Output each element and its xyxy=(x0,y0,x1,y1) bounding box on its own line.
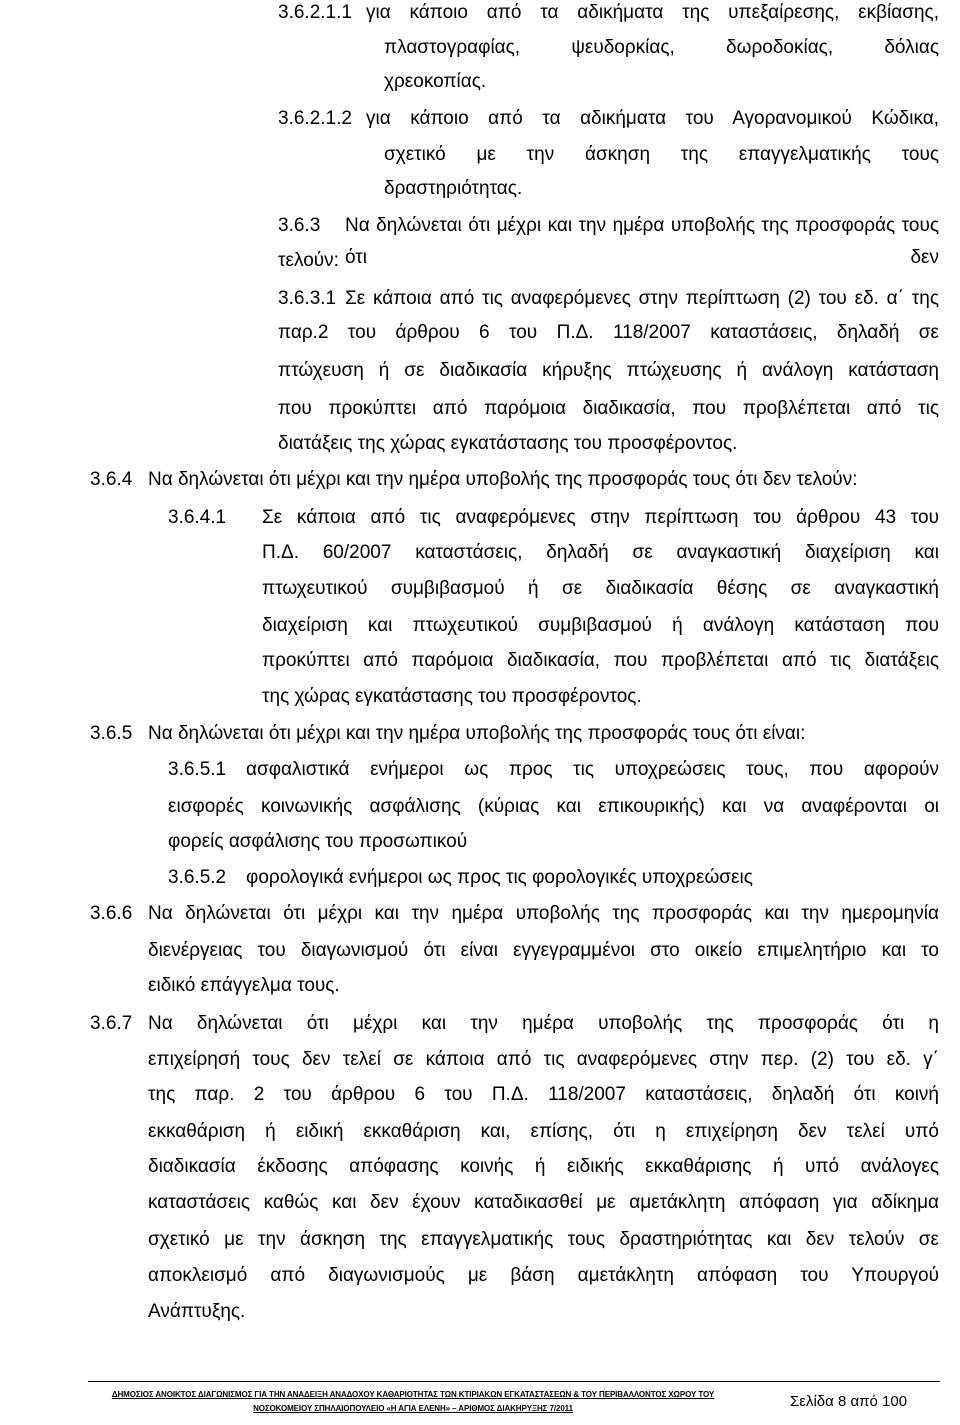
paragraph-3-6-2-1-1-line: για κάποιο από τα αδικήματα της υπεξαίρεσης, εκβίασης, xyxy=(366,2,939,23)
paragraph-3-6-5-line: Να δηλώνεται ότι μέχρι και την ημέρα υποβολής της προσφοράς τους ότι είναι: xyxy=(148,723,806,744)
paragraph-3-6-4-number: 3.6.4 xyxy=(90,469,133,490)
paragraph-3-6-5-2-line: φορολογικά ενήμεροι ως προς τις φορολογικές υποχρεώσεις xyxy=(246,867,753,888)
paragraph-3-6-7-line: καταστάσεις καθώς και δεν έχουν καταδικασθεί με αμετάκλητη απόφαση για αδίκημα xyxy=(148,1192,939,1213)
paragraph-3-6-4-1-line: Σε κάποια από τις αναφερόμενες στην περίπτωση του άρθρου 43 του xyxy=(262,507,939,528)
paragraph-3-6-2-1-1-line: χρεοκοπίας. xyxy=(384,71,487,92)
paragraph-3-6-7-line: εκκαθάριση ή ειδική εκκαθάριση και, επίσης, ότι η επιχείρηση δεν τελεί υπό xyxy=(148,1121,939,1142)
paragraph-3-6-3-number: 3.6.3 xyxy=(278,215,321,236)
paragraph-3-6-3-1-line: διατάξεις της χώρας εγκατάστασης του προσφέροντος. xyxy=(278,433,738,454)
paragraph-3-6-7-line: αποκλεισμό από διαγωνισμούς με βάση αμετάκλητη απόφαση του Υπουργού xyxy=(148,1265,939,1286)
paragraph-3-6-6-line: Να δηλώνεται ότι μέχρι και την ημέρα υποβολής της προσφοράς και την ημερομηνία xyxy=(148,903,939,924)
paragraph-3-6-4-line: Να δηλώνεται ότι μέχρι και την ημέρα υποβολής της προσφοράς τους ότι δεν τελούν: xyxy=(148,469,858,490)
footer-divider xyxy=(88,1381,940,1382)
paragraph-3-6-4-1-line: προκύπτει από παρόμοια διαδικασία, που προβλέπεται από τις διατάξεις xyxy=(262,650,939,671)
paragraph-3-6-7-line: σχετικό με την άσκηση της επαγγελματικής τους δραστηριότητας και δεν τελούν σε xyxy=(148,1229,939,1250)
paragraph-3-6-6-number: 3.6.6 xyxy=(90,903,133,924)
paragraph-3-6-3-1-number: 3.6.3.1 xyxy=(278,288,337,309)
paragraph-3-6-3-1-line: που προκύπτει από παρόμοια διαδικασία, που προβλέπεται από τις xyxy=(278,398,939,419)
footer-title-line-2: ΝΟΣΟΚΟΜΕΙΟΥ ΣΠΗΛΑΙΟΠΟΥΛΕΙΟ «Η ΑΓΙΑ ΕΛΕΝΗ» – ΑΡΙΘΜΟΣ ΔΙΑΚΗΡΥΞΗΣ 7/2011 xyxy=(253,1404,573,1413)
paragraph-3-6-3-1-line: πτώχευση ή σε διαδικασία κήρυξης πτώχευσης ή ανάλογη κατάσταση xyxy=(278,360,939,381)
paragraph-3-6-2-1-1-number: 3.6.2.1.1 xyxy=(278,2,352,23)
paragraph-3-6-7-number: 3.6.7 xyxy=(90,1013,133,1034)
paragraph-3-6-3-1-line: Σε κάποια από τις αναφερόμενες στην περίπτωση (2) του εδ. α΄ της xyxy=(345,288,939,309)
paragraph-3-6-5-number: 3.6.5 xyxy=(90,723,133,744)
paragraph-3-6-4-1-number: 3.6.4.1 xyxy=(168,507,227,528)
paragraph-3-6-3-line: τελούν: xyxy=(278,250,339,271)
paragraph-3-6-3-line: Να δηλώνεται ότι μέχρι και την ημέρα υποβολής της προσφοράς τους ότι δεν xyxy=(345,215,939,268)
paragraph-3-6-5-1-line: ασφαλιστικά ενήμεροι ως προς τις υποχρεώσεις τους, που αφορούν xyxy=(246,759,939,780)
paragraph-3-6-7-line: Να δηλώνεται ότι μέχρι και την ημέρα υποβολής της προσφοράς ότι η xyxy=(148,1013,939,1034)
paragraph-3-6-4-1-line: διαχείριση και πτωχευτικού συμβιβασμού ή ανάλογη κατάσταση που xyxy=(262,615,939,636)
paragraph-3-6-2-1-2-line: δραστηριότητας. xyxy=(384,178,523,199)
paragraph-3-6-2-1-2-line: για κάποιο από τα αδικήματα του Αγορανομικού Κώδικα, xyxy=(366,108,939,129)
paragraph-3-6-7-line: Ανάπτυξης. xyxy=(148,1301,246,1322)
paragraph-3-6-3-1-line: παρ.2 του άρθρου 6 του Π.Δ. 118/2007 καταστάσεις, δηλαδή σε xyxy=(278,322,939,343)
paragraph-3-6-6-line: διενέργειας του διαγωνισμού ότι είναι εγγεγραμμένοι στο οικείο επιμελητήριο και το xyxy=(148,940,939,961)
footer-title-line-1: ΔΗΜΟΣΙΟΣ ΑΝΟΙΚΤΟΣ ΔΙΑΓΩΝΙΣΜΟΣ ΓΙΑ ΤΗΝ ΑΝΑΔΕΙΞΗ ΑΝΑΔΟΧΟΥ ΚΑΘΑΡΙΟΤΗΤΑΣ ΤΩΝ ΚΤΙΡΙΑΚΩΝ ΕΓΚΑΤΑΣΤΑΣΕΩΝ & ΤΟΥ ΠΕΡΙΒΑΛΛΟΝΤΟΣ ΧΩΡΟΥ ΤΟΥ xyxy=(111,1390,715,1399)
paragraph-3-6-2-1-2-line: σχετικό με την άσκηση της επαγγελματικής τους xyxy=(384,144,939,165)
page-number: Σελίδα 8 από 100 xyxy=(790,1393,908,1410)
paragraph-3-6-5-1-line: φορείς ασφάλισης του προσωπικού xyxy=(168,831,468,852)
paragraph-3-6-5-2-number: 3.6.5.2 xyxy=(168,867,227,888)
paragraph-3-6-5-1-line: εισφορές κοινωνικής ασφάλισης (κύριας και επικουρικής) και να αναφέρονται οι xyxy=(168,796,939,817)
paragraph-3-6-4-1-line: Π.Δ. 60/2007 καταστάσεις, δηλαδή σε αναγκαστική διαχείριση και xyxy=(262,542,939,563)
footer-tender-title xyxy=(88,1388,738,1416)
paragraph-3-6-2-1-1-line: πλαστογραφίας, ψευδορκίας, δωροδοκίας, δόλιας xyxy=(384,37,939,58)
paragraph-3-6-4-1-line: της χώρας εγκατάστασης του προσφέροντος. xyxy=(262,686,642,707)
paragraph-3-6-7-line: της παρ. 2 του άρθρου 6 του Π.Δ. 118/2007 καταστάσεις, δηλαδή ότι κοινή xyxy=(148,1084,939,1105)
paragraph-3-6-6-line: ειδικό επάγγελμα τους. xyxy=(148,975,340,996)
paragraph-3-6-5-1-number: 3.6.5.1 xyxy=(168,759,227,780)
paragraph-3-6-7-line: επιχείρησή τους δεν τελεί σε κάποια από τις αναφερόμενες στην περ. (2) του εδ. γ΄ xyxy=(148,1049,939,1070)
paragraph-3-6-4-1-line: πτωχευτικού συμβιβασμού ή σε διαδικασία θέσης σε αναγκαστική xyxy=(262,578,939,599)
paragraph-3-6-7-line: διαδικασία έκδοσης απόφασης κοινής ή ειδικής εκκαθάρισης ή υπό ανάλογες xyxy=(148,1156,939,1177)
paragraph-3-6-2-1-2-number: 3.6.2.1.2 xyxy=(278,108,352,129)
